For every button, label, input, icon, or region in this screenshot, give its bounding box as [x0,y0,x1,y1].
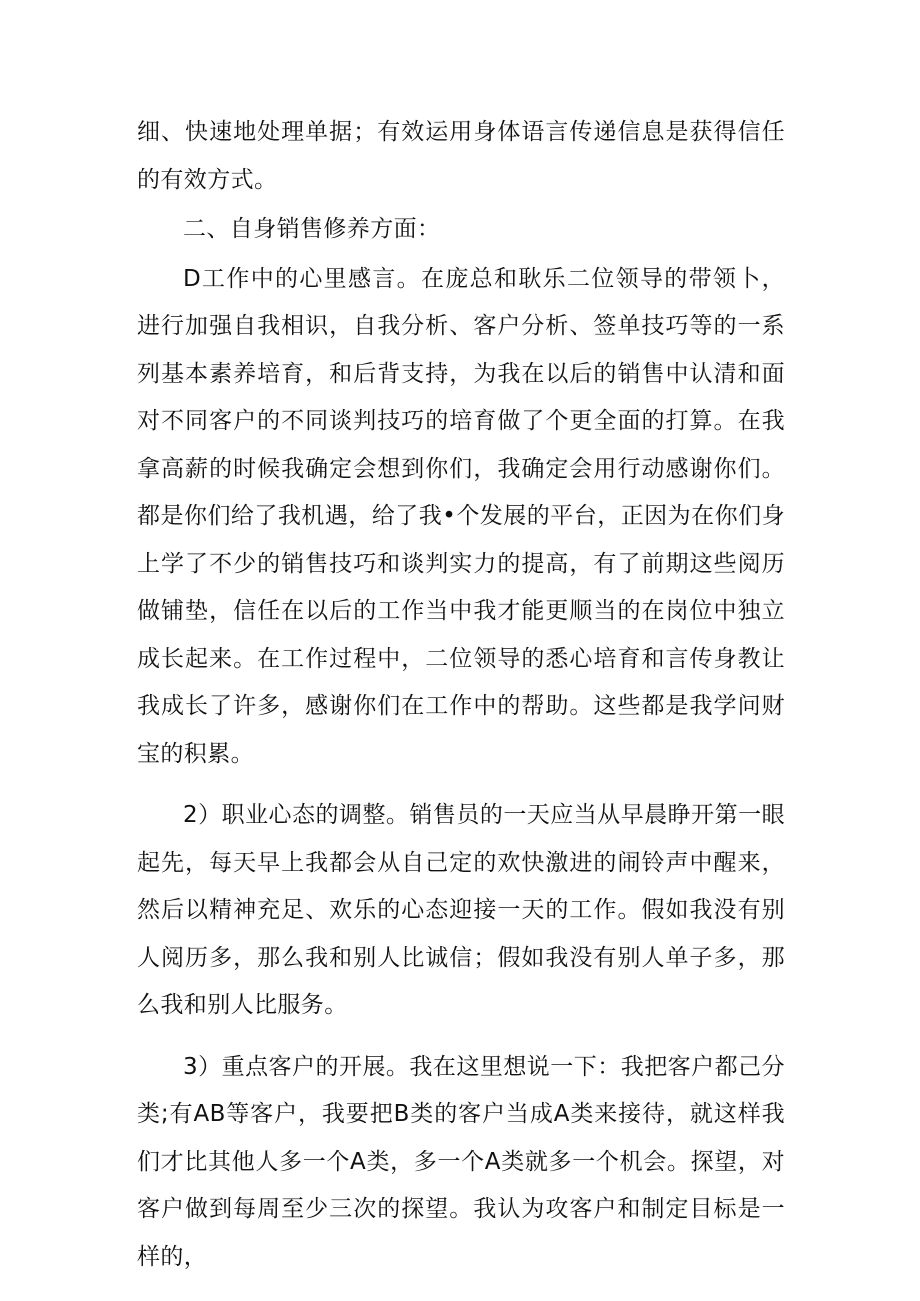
paragraph-professional-mindset: 2）职业心态的调整。销售员的一天应当从早晨睁开第一眼起先，每天早上我都会从自己定的欢快激进的闹铃声中醒来，然后以精神充足、欢乐的心态迎接一天的工作。假如我没有别人阅历多，那么我和别人比诚信；假如我没有别人单子多，那么我和别人比服务。 [137,802,785,1018]
section-heading-self-cultivation: 二、自身销售修养方面： [183,216,441,242]
paragraph-1: 细、快速地处理单据；有效运用身体语言传递信息是获得信任的有效方式。 [137,119,785,193]
document-body [137,109,785,1281]
paragraph-work-reflections: D工作中的心里感言。在庞总和耿乐二位领导的带领卜，进行加强自我相识，自我分析、客户分析、签单技巧等的一系列基本素养培育，和后背支持，为我在以后的销售中认清和面对不同客户的不同谈判技巧的培育做了个更全面的打算。在我拿高薪的时候我确定会想到你们，我确定会用行动感谢你们。都是你们给了我机遇，给了我•个发展的平台，正因为在你们身上学了不少的销售技巧和谈判实力的提高，有了前期这些阅历做铺垫，信任在以后的工作当中我才能更顺当的在岗位中独立成长起来。在工作过程中，二位领导的悉心培育和言传身教让我成长了许多，感谢你们在工作中的帮助。这些都是我学问财宝的积累。 [137,265,785,767]
paragraph-key-customers: 3）重点客户的开展。我在这里想说一下：我把客户都己分类;有AB等客户，我要把B类的客户当成A类来接待，就这样我们才比其他人多一个A类，多一个A类就多一个机会。探望，对客户做到每周至少三次的探望。我认为攻客户和制定目标是一样的， [137,1053,785,1270]
